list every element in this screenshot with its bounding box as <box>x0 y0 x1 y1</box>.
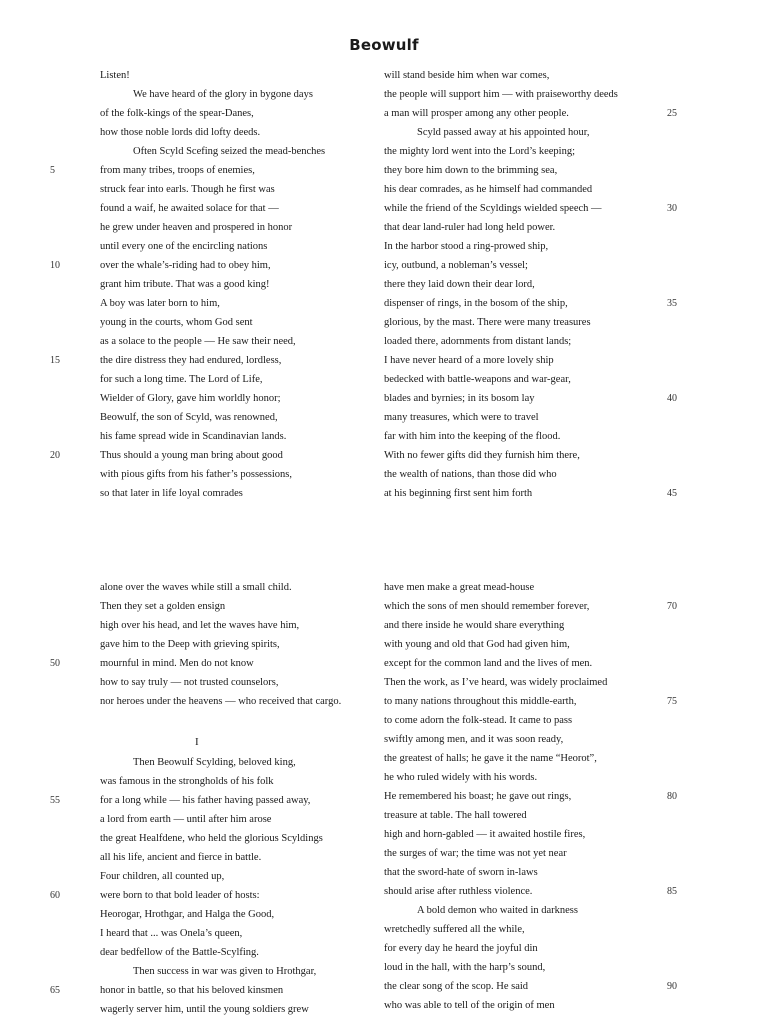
poem-line: Then Beowulf Scylding, beloved king, <box>133 757 296 768</box>
poem-line: found a waif, he awaited solace for that — <box>100 203 279 214</box>
poem-line: for every day he heard the joyful din <box>384 943 538 954</box>
poem-line: high and horn-gabled — it awaited hostile fires, <box>384 829 586 840</box>
poem-line: wagerly server him, until the young soldiers grew <box>100 1004 309 1015</box>
poem-line: I heard that ... was Onela’s queen, <box>100 928 243 939</box>
poem-line: there they laid down their dear lord, <box>384 279 535 290</box>
poem-line: to come adorn the folk-stead. It came to pass <box>384 715 573 726</box>
poem-line: treasure at table. The hall towered <box>384 810 527 821</box>
poem-line: He remembered his boast; he gave out rings, <box>384 791 572 802</box>
poem-line: loud in the hall, with the harp’s sound, <box>384 962 546 973</box>
poem-line: nor heroes under the heavens — who received that cargo. <box>100 696 342 707</box>
poem-line: while the friend of the Scyldings wielded speech — <box>384 203 602 214</box>
poem-line: until every one of the encircling nations <box>100 241 268 252</box>
poem-line: he grew under heaven and prospered in honor <box>100 222 293 233</box>
poem-line: the mighty lord went into the Lord’s keeping; <box>384 146 576 157</box>
poem-line: bedecked with battle-weapons and war-gear, <box>384 374 571 385</box>
poem-line: I have never heard of a more lovely ship <box>384 355 554 366</box>
poem-line: dispenser of rings, in the bosom of the ship, <box>384 298 568 309</box>
poem-line: A boy was later born to him, <box>100 298 220 309</box>
poem-line: the wealth of nations, than those did who <box>384 469 557 480</box>
poem-line: young in the courts, whom God sent <box>100 317 253 328</box>
poem-line: wretchedly suffered all the while, <box>384 924 525 935</box>
poem-line: from many tribes, troops of enemies, <box>100 165 255 176</box>
poem-line: of the folk-kings of the spear-Danes, <box>100 108 254 119</box>
poem-line: mournful in mind. Men do not know <box>100 658 254 669</box>
poem-line: loaded there, adornments from distant lands; <box>384 336 572 347</box>
poem-line: A bold demon who waited in darkness <box>417 905 578 916</box>
poem-line: and there inside he would share everything <box>384 620 565 631</box>
poem-line: for a long while — his father having passed away, <box>100 795 311 806</box>
poem-line: Then the work, as I’ve heard, was widely proclaimed <box>384 677 608 688</box>
poem-line: with pious gifts from his father’s possessions, <box>100 469 293 480</box>
poem-line: Four children, all counted up, <box>100 871 225 882</box>
poem-line: how to say truly — not trusted counselors, <box>100 677 279 688</box>
poem-line: the clear song of the scop. He said <box>384 981 529 992</box>
poem-line: dear bedfellow of the Battle-Scylfing. <box>100 947 259 958</box>
poem-line: should arise after ruthless violence. <box>384 886 533 897</box>
line-number: 25 <box>667 108 677 119</box>
line-number: 90 <box>667 981 677 992</box>
line-number: 65 <box>50 985 60 996</box>
poem-line: Often Scyld Scefing seized the mead-benches <box>133 146 326 157</box>
poem-line: his fame spread wide in Scandinavian lands. <box>100 431 287 442</box>
poem-line: have men make a great mead-house <box>384 582 535 593</box>
poem-line: honor in battle, so that his beloved kinsmen <box>100 985 284 996</box>
poem-line: which the sons of men should remember forever, <box>384 601 590 612</box>
section-heading: I <box>195 736 199 748</box>
poem-line: the surges of war; the time was not yet near <box>384 848 567 859</box>
poem-line: to many nations throughout this middle-earth, <box>384 696 577 707</box>
poem-line: over the whale’s-riding had to obey him, <box>100 260 271 271</box>
line-number: 15 <box>50 355 60 366</box>
poem-line: Wielder of Glory, gave him worldly honor; <box>100 393 281 404</box>
poem-line: how those noble lords did lofty deeds. <box>100 127 261 138</box>
poem-line: will stand beside him when war comes, <box>384 70 550 81</box>
line-number: 45 <box>667 488 677 499</box>
poem-line: the people will support him — with praiseworthy deeds <box>384 89 618 100</box>
line-number: 40 <box>667 393 677 404</box>
poem-line: Scyld passed away at his appointed hour, <box>417 127 590 138</box>
poem-line: grant him tribute. That was a good king! <box>100 279 270 290</box>
poem-line: that the sword-hate of sworn in-laws <box>384 867 538 878</box>
poem-line: the dire distress they had endured, lordless, <box>100 355 282 366</box>
poem-line: struck fear into earls. Though he first was <box>100 184 275 195</box>
poem-line: were born to that bold leader of hosts: <box>100 890 260 901</box>
poem-line: We have heard of the glory in bygone days <box>133 89 313 100</box>
poem-line: the greatest of halls; he gave it the name “Heorot”, <box>384 753 597 764</box>
poem-line: was famous in the strongholds of his folk <box>100 776 274 787</box>
line-number: 55 <box>50 795 60 806</box>
poem-line: so that later in life loyal comrades <box>100 488 243 499</box>
page-title: Beowulf <box>349 36 419 54</box>
poem-line: for such a long time. The Lord of Life, <box>100 374 263 385</box>
line-number: 80 <box>667 791 677 802</box>
poem-line: as a solace to the people — He saw their need, <box>100 336 296 347</box>
line-number: 60 <box>50 890 60 901</box>
poem-line: swiftly among men, and it was soon ready, <box>384 734 564 745</box>
poem-line: With no fewer gifts did they furnish him there, <box>384 450 580 461</box>
poem-line: they bore him down to the brimming sea, <box>384 165 558 176</box>
poem-line: In the harbor stood a ring-prowed ship, <box>384 241 549 252</box>
line-number: 70 <box>667 601 677 612</box>
poem-line: Beowulf, the son of Scyld, was renowned, <box>100 412 278 423</box>
poem-line: many treasures, which were to travel <box>384 412 539 423</box>
poem-line: Heorogar, Hrothgar, and Halga the Good, <box>100 909 275 920</box>
line-number: 20 <box>50 450 60 461</box>
poem-line: glorious, by the mast. There were many treasures <box>384 317 591 328</box>
poem-line: high over his head, and let the waves have him, <box>100 620 300 631</box>
poem-line: gave him to the Deep with grieving spirits, <box>100 639 280 650</box>
poem-line: he who ruled widely with his words. <box>384 772 538 783</box>
line-number: 10 <box>50 260 60 271</box>
poem-line: Then they set a golden ensign <box>100 601 226 612</box>
poem-line: a man will prosper among any other people. <box>384 108 569 119</box>
line-number: 35 <box>667 298 677 309</box>
poem-line: Thus should a young man bring about good <box>100 450 283 461</box>
poem-line: far with him into the keeping of the flood. <box>384 431 561 442</box>
poem-line: at his beginning first sent him forth <box>384 488 533 499</box>
poem-line: blades and byrnies; in its bosom lay <box>384 393 535 404</box>
line-number: 50 <box>50 658 60 669</box>
line-number: 5 <box>50 165 55 176</box>
poem-line: Then success in war was given to Hrothgar, <box>133 966 317 977</box>
poem-line: with young and old that God had given him, <box>384 639 570 650</box>
poem-line: his dear comrades, as he himself had commanded <box>384 184 593 195</box>
line-number: 30 <box>667 203 677 214</box>
poem-line: who was able to tell of the origin of men <box>384 1000 555 1011</box>
line-number: 85 <box>667 886 677 897</box>
poem-line: icy, outbund, a nobleman’s vessel; <box>384 260 528 271</box>
poem-line: alone over the waves while still a small child. <box>100 582 292 593</box>
line-number: 75 <box>667 696 677 707</box>
poem-line: the great Healfdene, who held the glorious Scyldings <box>100 833 323 844</box>
poem-line: a lord from earth — until after him arose <box>100 814 272 825</box>
poem-line: except for the common land and the lives of men. <box>384 658 593 669</box>
poem-line: that dear land-ruler had long held power. <box>384 222 556 233</box>
poem-line: all his life, ancient and fierce in battle. <box>100 852 262 863</box>
poem-line: Listen! <box>100 70 130 81</box>
